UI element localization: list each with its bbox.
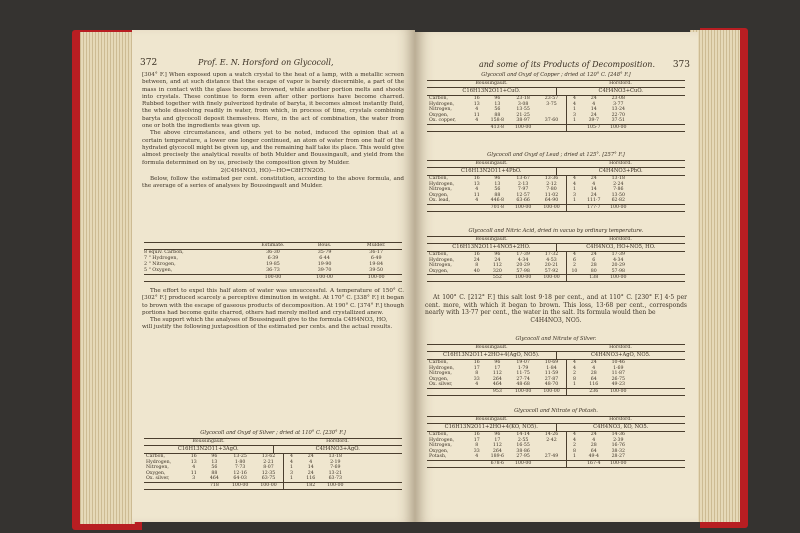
table-total-row: 552 100·00 100·00 138 100·00 — [427, 274, 685, 281]
table-caption: Glycocoll and Oxyd of Copper ; dried at 120° C. [248° F.] — [481, 72, 631, 78]
table-row: Hydrogen, 13 13 1·80 2·21 4 4 2·19 — [146, 459, 341, 465]
table-total-row: 953 100·00 100·00 236 100·00 — [427, 388, 685, 395]
table-caption: Glycocoll and Oxyd of Lead ; dried at 125°. [257° F.] — [487, 152, 625, 158]
nitric-acid-table: Boussingault. Horsford. C16H13N2O11+4NO5+2HO. C4H4NO3, HO+NO5, HO. Carbon, 16 96 17·39 17·32 4 24 17·39 Hydrogen, 24 24 4·34 4·53 6 6 4·34 Nitrogen, 8 112 20·29 20·21 2 28 20·29 Oxygen, 40 320 57·98 57·92 10 80 57·98 552 100·00 100·00 138 100·00 — [427, 236, 685, 282]
table-row: Carbon, 16 96 14·14 14·26 4 24 14·36 — [429, 432, 625, 437]
paragraph: The support which the analyses of Boussingault give to the formula C4H4NO3, HO, — [150, 317, 388, 324]
table-row: Ox. copper, 4 158·8 38·97 37·60 1 39·7 37·51 — [429, 118, 625, 124]
table-row: 7 " Hydrogen, 6·39 6·44 6·49 — [144, 256, 382, 261]
table-row: Carbon, 16 96 23·18 23·57 4 24 23·08 — [429, 96, 625, 101]
paragraph: will justify the following juxtaposition of the estimated per cents. and the actual results. — [142, 324, 393, 331]
table-row: Oxygen, 33 264 27·74 27·87 8 64 26·75 — [429, 376, 625, 382]
potash-nitrate-table: Boussingault. Horsford. C16H13N2O11+2HO+4(KO, NO5). C4H4NO3, KO, NO5. Carbon, 16 96 14·14 14·26 4 24 14·36 Hydrogen, 17 17 2·55 2·42 4 4 2·39 Nitrogen, 8 112 16·55 2 28 16·76 Oxygen, 33 264 38·86 8 64 38·32 Potash, 4 189·6 27·95 27·49 1 49·4 28·27 678·6 100·00 167·4 100·00 — [427, 416, 685, 468]
left-page-number: 372 — [140, 58, 158, 68]
right-head-title: and some of its Products of Decomposition. — [479, 60, 655, 69]
table-row: Oxygen, 40 320 57·98 57·92 10 80 57·98 — [429, 268, 625, 274]
left-head-title: Prof. E. N. Horsford on Glycocoll, — [198, 58, 334, 67]
paragraph: [304° F.] When exposed upon a watch crystal to the heat of a lamp, with a metallic screen between, and at such distance that the escape of vapor is barely discernible, a part of the mass in contact with the glass becomes browned, while another portion melts and shoots into crystals. These continue to form even after other portions have become charred. Rubbed together with finely pulverized hydrate of baryta, it becomes almost instantly fluid, the whole dissolving readily in water, from which, in process of time, crystals combining baryta and glycocoll deposit themselves. Here, in the act of combination, the water from one or both the ingredients was given up. — [142, 72, 404, 130]
table-total-row: 100·00 100·00 100·00 — [144, 274, 402, 281]
table-total-row: 718 100·00 100·00 182 100·00 — [144, 482, 402, 489]
table-row: Oxygen, 11 88 12·57 11·02 3 24 13·50 — [429, 192, 625, 198]
left-page-edges — [80, 32, 135, 524]
table-row: Nitrogen, 4 56 7·97 7·80 1 14 7·86 — [429, 187, 624, 193]
table-row: Oxygen, 11 88 12·16 12·35 3 24 13·21 — [146, 470, 342, 476]
table-header: Estimate. Bous. Mulder. — [144, 243, 402, 250]
left-page — [132, 30, 415, 522]
paragraph: At 100° C. [212° F.] this salt lost 9·18 per cent., and at 110° C. [230° F.] 4·5 per cent. more, with which it began to brown. This loss, 13·68 per cent., corresponds nearly with 13·77 per cent., the water in the salt. Its formula would then be — [425, 294, 687, 317]
table-row: Ox. silver, 4 464 48·68 48·70 1 116 49·23 — [429, 382, 625, 388]
copper-oxide-table: Boussingault. Horsford. C16H13N2O11+CuO. C4H4NO3+CuO. Carbon, 16 96 23·18 23·57 4 24 23·08 Hydrogen, 13 13 3·08 3·75 4 4 3·77 Nitrogen, 4 56 13·55 1 14 13·24 Oxygen, 11 88 21·25 3 24 22·70 Ox. copper, 4 158·8 38·97 37·60 1 39·7 37·51 413·8 100·00 105·7 100·00 — [427, 80, 685, 132]
table-row: Hydrogen, 17 17 2·55 2·42 4 4 2·39 — [429, 437, 624, 443]
table-total-row: 678·6 100·00 167·4 100·00 — [427, 460, 685, 467]
paragraph: The above circumstances, and others yet to be noted, induced the opinion that at a certain temperature, a lower one longer continued, an atom of water from one half of the hydrated glycocoll might be given up, and the remaining half take its place. This would give almost precisely the analytical results of both Mulder and Boussingault, and yield from the formula determined on by us, precisely the composition given by Mulder. — [142, 130, 404, 166]
lead-oxide-table: Boussingault. Horsford. C16H13N2O11+4PbO. C4H4NO3+PbO. Carbon, 16 96 13·67 13·36 4 24 13·18 Hydrogen, 13 13 2·13 2·12 4 4 2·24 Nitrogen, 4 56 7·97 7·80 1 14 7·86 Oxygen, 11 88 12·57 11·02 3 24 13·50 Ox. lead, 4 446·8 63·66 64·90 1 111·7 62·82 701·8 100·00 100·00 177·7 100·00 — [427, 160, 685, 212]
table-row: Ox. lead, 4 446·8 63·66 64·90 1 111·7 62·82 — [429, 198, 625, 204]
right-text-block — [425, 294, 687, 324]
table-total-row: 413·8 100·00 105·7 100·00 — [427, 124, 685, 131]
silver-oxide-table: Boussingault. Horsford. C16H13N2O11+3AgO. C4H4NO3+AgO. Carbon, 16 96 13·25 13·62 4 24 13·18 Hydrogen, 13 13 1·80 2·21 4 4 2·19 Nitrogen, 4 56 7·73 8·07 1 14 7·69 Oxygen, 11 88 12·16 12·35 3 24 13·21 Ox. silver, 3 464 64·03 63·75 1 116 63·73 718 100·00 100·00 182 100·00 — [144, 438, 402, 490]
table-row: Oxygen, 33 264 38·86 8 64 38·32 — [429, 448, 625, 454]
table-row: Nitrogen, 8 112 11·75 11·59 2 28 11·87 — [429, 371, 625, 377]
table-row: Hydrogen, 13 13 2·13 2·12 4 4 2·24 — [429, 181, 624, 187]
table-row: Nitrogen, 4 56 7·73 8·07 1 14 7·69 — [146, 465, 341, 471]
table-caption: Glycocoll and Nitrate of Silver. — [515, 336, 597, 342]
table-row: Carbon, 16 96 19·07 10·69 4 24 10·46 — [429, 360, 625, 365]
table-row: Ox. silver, 3 464 64·03 63·75 1 116 63·73 — [146, 476, 342, 482]
table-total-row: 701·8 100·00 100·00 177·7 100·00 — [427, 204, 685, 211]
table-caption: Glycocoll and Nitrate of Potash. — [514, 408, 598, 414]
left-text-block-2 — [142, 288, 404, 332]
table-row: 5 " Oxygen, 36·73 39·70 39·50 — [144, 268, 384, 273]
table-row: Hydrogen, 24 24 4·34 4·53 6 6 4·34 — [429, 257, 624, 263]
table-row: 8 equiv. Carbon, 36·30 35·79 36·17 — [144, 250, 384, 255]
table-row: Hydrogen, 17 17 1·79 1·84 4 4 1·69 — [429, 365, 624, 371]
formula-line: C4H4NO3, NO5. — [530, 316, 582, 324]
formula-line: 2(C4H4NO3, HO)—HO=C8H7N2O5. — [220, 167, 326, 174]
table-row: Carbon, 16 96 13·67 13·36 4 24 13·18 — [429, 176, 625, 181]
table-caption: Glycocoll and Nitric Acid, dried in vacuo by ordinary temperature. — [468, 228, 644, 234]
table-row: Oxygen, 11 88 21·25 3 24 22·70 — [429, 112, 625, 118]
table-row: Nitrogen, 8 112 16·55 2 28 16·76 — [429, 443, 625, 449]
right-page — [415, 32, 698, 522]
paragraph: The effort to expel this half atom of water was unsuccessful. A temperature of 150° C. [302° F.] produced scarcely a perceptive diminution in weight. At 170° C. [338° F.] it began to brown with the escape of gaseous products of decomposition. At 190° C. [374° F.] though portions had become quite charred, others had merely melted and crystallized anew. — [142, 288, 404, 316]
percent-table — [144, 242, 402, 282]
table-row: Carbon, 16 96 17·39 17·32 4 24 17·39 — [429, 252, 625, 257]
table-row: Nitrogen, 8 112 20·29 20·21 2 28 20·29 — [429, 263, 625, 269]
table-caption: Glycocoll and Oxyd of Silver ; dried at 110° C. [230° F.] — [200, 430, 346, 436]
table-row: Hydrogen, 13 13 3·08 3·75 4 4 3·77 — [429, 101, 624, 107]
table-row: Nitrogen, 4 56 13·55 1 14 13·24 — [429, 107, 625, 113]
right-page-number: 373 — [672, 60, 690, 70]
paragraph: Below, follow the estimated per cent. constitution, according to the above formula, and the average of a series of analyses by Boussingault and Mulder. — [142, 176, 404, 190]
table-row: Carbon, 16 96 13·25 13·62 4 24 13·18 — [146, 454, 342, 459]
silver-nitrate-table: Boussingault. Horsford. C16H13N2O11+2HO+4(AgO, NO5). C4H4NO3+AgO, NO5. Carbon, 16 96 19·07 10·69 4 24 10·46 Hydrogen, 17 17 1·79 1·84 4 4 1·69 Nitrogen, 8 112 11·75 11·59 2 28 11·87 Oxygen, 33 264 27·74 27·87 8 64 26·75 Ox. silver, 4 464 48·68 48·70 1 116 49·23 953 100·00 100·00 236 100·00 — [427, 344, 685, 396]
left-text-block-1 — [142, 72, 404, 191]
table-row: 2 " Nitrogen, 19·85 19·90 19·84 — [144, 262, 384, 267]
table-row: Potash, 4 189·6 27·95 27·49 1 49·4 28·27 — [429, 454, 625, 460]
